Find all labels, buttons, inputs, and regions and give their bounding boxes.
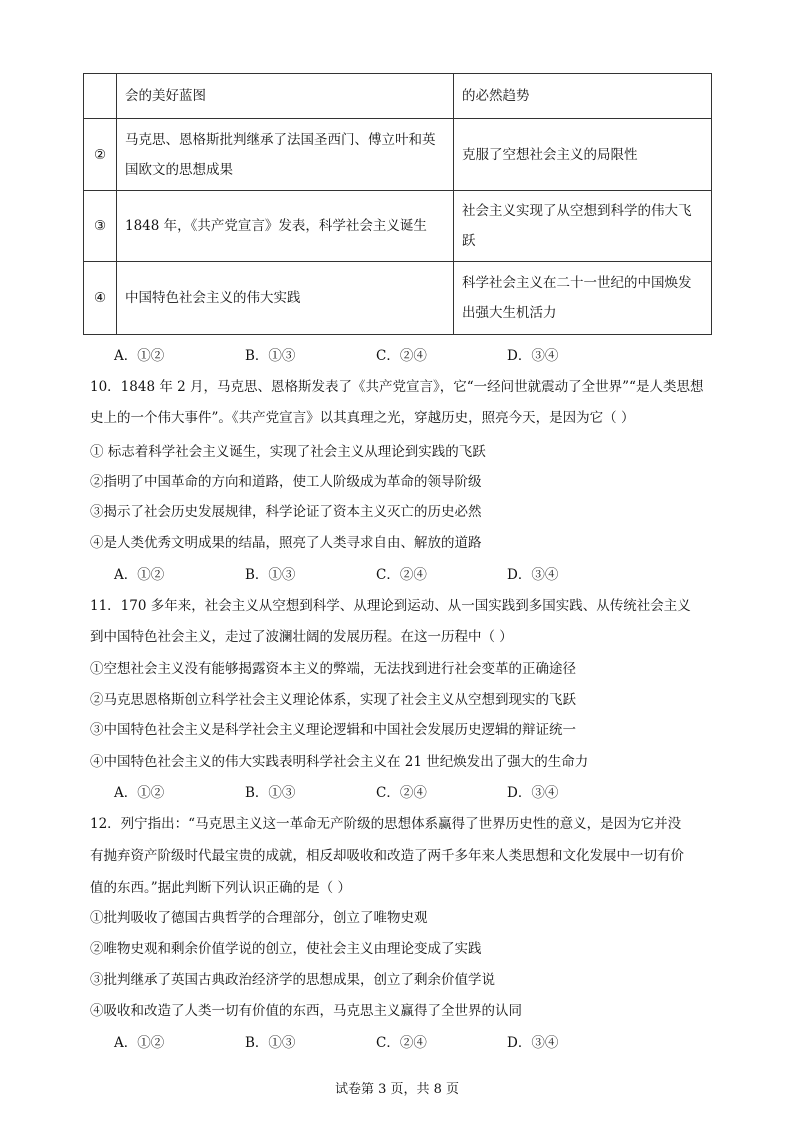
table-row xyxy=(84,119,712,191)
table-cell-left: 会的美好蓝图 xyxy=(117,74,454,119)
q10-item: ③揭示了社会历史发展规律，科学论证了资本主义灭亡的历史必然 xyxy=(90,504,482,520)
q10-stem-line1: 10．1848 年 2 月，马克思、恩格斯发表了《共产党宣言》，它“一经问世就震动了全世界”“是人类思想 xyxy=(90,379,704,395)
q11-item: ①空想社会主义没有能够揭露资本主义的弊端，无法找到进行社会变革的正确途径 xyxy=(90,661,576,677)
option-c[interactable]: C．②④ xyxy=(376,785,427,801)
option-c[interactable]: C．②④ xyxy=(376,348,427,364)
table-cell-right: 的必然趋势 xyxy=(454,74,712,119)
table-cell-right: 克服了空想社会主义的局限性 xyxy=(454,119,712,191)
table-row xyxy=(84,262,712,335)
q10-stem-line2: 史上的一个伟大事件”。《共产党宣言》以其真理之光，穿越历史，照亮今天，是因为它（ ） xyxy=(90,410,635,426)
q11-options xyxy=(114,781,558,801)
option-b[interactable]: B．①③ xyxy=(245,785,296,801)
q12-item: ③批判继承了英国古典政治经济学的思想成果，创立了剩余价值学说 xyxy=(90,972,495,988)
option-d[interactable]: D．③④ xyxy=(507,1035,559,1051)
q12-item: ①批判吸收了德国古典哲学的合理部分，创立了唯物史观 xyxy=(90,910,428,926)
option-a[interactable]: A．①② xyxy=(114,567,165,583)
q11-item: ④中国特色社会主义的伟大实践表明科学社会主义在 21 世纪焕发出了强大的生命力 xyxy=(90,754,589,770)
option-d[interactable]: D．③④ xyxy=(507,348,559,364)
table-cell-num: ③ xyxy=(84,191,117,262)
q11-item: ②马克思恩格斯创立科学社会主义理论体系，实现了社会主义从空想到现实的飞跃 xyxy=(90,692,576,708)
q11-stem-line1: 11．170 多年来，社会主义从空想到科学、从理论到运动、从一国实践到多国实践、从传统社会主义 xyxy=(90,598,691,614)
q10-item: ④是人类优秀文明成果的结晶，照亮了人类寻求自由、解放的道路 xyxy=(90,535,482,551)
q10-options xyxy=(114,563,558,583)
table-cell-num: ④ xyxy=(84,262,117,335)
q10-item: ②指明了中国革命的方向和道路，使工人阶级成为革命的领导阶级 xyxy=(90,474,482,490)
q12-stem-line2: 有抛弃资产阶级时代最宝贵的成就，相反却吸收和改造了两千多年来人类思想和文化发展中一切有价 xyxy=(90,848,684,864)
q12-stem-line3: 值的东西。”据此判断下列认识正确的是（ ） xyxy=(90,880,351,896)
comparison-table xyxy=(83,73,712,335)
option-c[interactable]: C．②④ xyxy=(376,567,427,583)
q11-stem-line2: 到中国特色社会主义，走过了波澜壮阔的发展历程。在这一历程中（ ） xyxy=(90,629,513,645)
q10-item: ① 标志着科学社会主义诞生，实现了社会主义从理论到实践的飞跃 xyxy=(90,444,486,460)
option-a[interactable]: A．①② xyxy=(114,785,165,801)
table-cell-left: 1848 年，《共产党宣言》发表，科学社会主义诞生 xyxy=(117,191,454,262)
option-b[interactable]: B．①③ xyxy=(245,348,296,364)
q12-item: ②唯物史观和剩余价值学说的创立，使社会主义由理论变成了实践 xyxy=(90,941,482,957)
option-a[interactable]: A．①② xyxy=(114,348,165,364)
table-cell-left: 马克思、恩格斯批判继承了法国圣西门、傅立叶和英国欧文的思想成果 xyxy=(117,119,454,191)
q12-item: ④吸收和改造了人类一切有价值的东西，马克思主义赢得了全世界的认同 xyxy=(90,1003,522,1019)
option-b[interactable]: B．①③ xyxy=(245,1035,296,1051)
table-row xyxy=(84,74,712,119)
table-cell-right: 社会主义实现了从空想到科学的伟大飞跃 xyxy=(454,191,712,262)
q11-item: ③中国特色社会主义是科学社会主义理论逻辑和中国社会发展历史逻辑的辩证统一 xyxy=(90,722,576,738)
table-cell-num: ② xyxy=(84,119,117,191)
option-c[interactable]: C．②④ xyxy=(376,1035,427,1051)
option-a[interactable]: A．①② xyxy=(114,1035,165,1051)
q9-options xyxy=(114,344,558,364)
option-b[interactable]: B．①③ xyxy=(245,567,296,583)
q12-stem-line1: 12．列宁指出：“马克思主义这一革命无产阶级的思想体系赢得了世界历史性的意义，是因为它并没 xyxy=(90,816,682,832)
option-d[interactable]: D．③④ xyxy=(507,785,559,801)
option-d[interactable]: D．③④ xyxy=(507,567,559,583)
page-footer: 试卷第 3 页，共 8 页 xyxy=(334,1082,460,1097)
table-cell-left: 中国特色社会主义的伟大实践 xyxy=(117,262,454,335)
table-cell-num xyxy=(84,74,117,119)
q12-options xyxy=(114,1031,558,1051)
table-row xyxy=(84,191,712,262)
table-cell-right: 科学社会主义在二十一世纪的中国焕发出强大生机活力 xyxy=(454,262,712,335)
